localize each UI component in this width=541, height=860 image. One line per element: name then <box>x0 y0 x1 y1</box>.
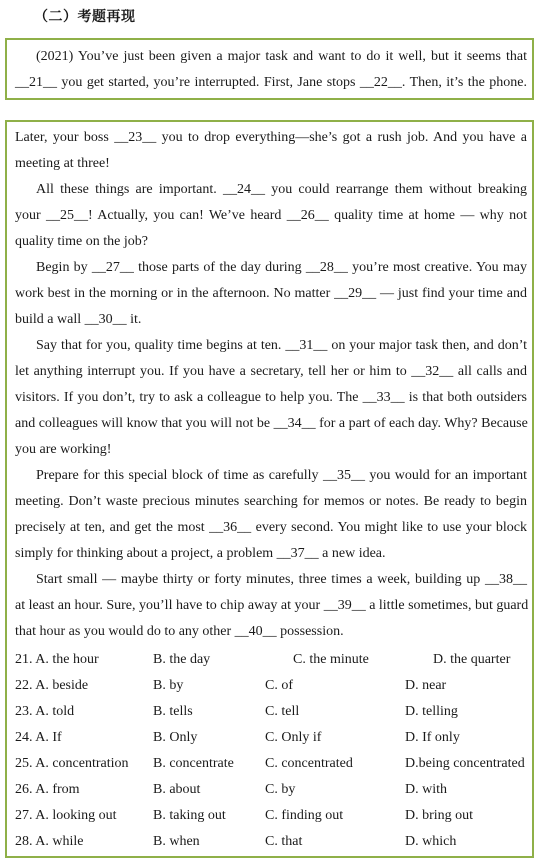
passage-line: precisely at ten, and get the most __36__ every second. You might like to use your block <box>15 520 527 535</box>
passage-line: your __25__! Actually, you can! We’ve heard __26__ quality time at home — why not <box>15 208 527 223</box>
option-24-b[interactable]: B. Only <box>153 730 198 745</box>
option-26-b[interactable]: B. about <box>153 782 201 797</box>
passage-line: Later, your boss __23__ you to drop everything—she’s got a rush job. And you have a <box>15 130 527 145</box>
option-25-b[interactable]: B. concentrate <box>153 756 234 771</box>
option-28-d[interactable]: D. which <box>405 834 457 849</box>
option-23-a[interactable]: 23. A. told <box>15 704 75 719</box>
passage-line: visitors. If you don’t, try to ask a colleague to help you. The __33__ is that both outsiders <box>15 390 527 405</box>
option-23-b[interactable]: B. tells <box>153 704 193 719</box>
option-24-c[interactable]: C. Only if <box>265 730 322 745</box>
option-21-a[interactable]: 21. A. the hour <box>15 652 99 667</box>
passage-line: simply for thinking about a project, a problem __37__ a new idea. <box>15 546 386 561</box>
option-24-d[interactable]: D. If only <box>405 730 460 745</box>
passage-line: that hour as you would do to any other __40__ possession. <box>15 624 344 639</box>
passage-line: (2021) You’ve just been given a major task and want to do it well, but it seems that <box>36 49 527 64</box>
passage-line: at least an hour. Sure, you’ll have to chip away at your __39__ a little sometimes, but guard <box>15 598 529 613</box>
intro-passage-box <box>5 38 534 100</box>
option-27-d[interactable]: D. bring out <box>405 808 474 823</box>
passage-line: let anything interrupt you. If you have a secretary, tell her or him to __32__ all calls and <box>15 364 527 379</box>
option-22-a[interactable]: 22. A. beside <box>15 678 89 693</box>
option-26-c[interactable]: C. by <box>265 782 296 797</box>
option-27-a[interactable]: 27. A. looking out <box>15 808 117 823</box>
passage-line: Start small — maybe thirty or forty minutes, three times a week, building up __38__ <box>36 572 527 587</box>
option-27-b[interactable]: B. taking out <box>153 808 226 823</box>
option-21-b[interactable]: B. the day <box>153 652 211 667</box>
option-25-d[interactable]: D.being concentrated <box>405 756 525 771</box>
passage-line: and colleagues will know that you will not be __34__ for a part of each day. Why? Because <box>15 416 528 431</box>
passage-line: __21__ you get started, you’re interrupted. First, Jane stops __22__. Then, it’s the phone. <box>15 75 527 90</box>
main-passage-box <box>5 120 534 858</box>
option-23-d[interactable]: D. telling <box>405 704 458 719</box>
option-25-c[interactable]: C. concentrated <box>265 756 353 771</box>
option-23-c[interactable]: C. tell <box>265 704 300 719</box>
option-24-a[interactable]: 24. A. If <box>15 730 62 745</box>
option-21-d[interactable]: D. the quarter <box>433 652 511 667</box>
option-22-d[interactable]: D. near <box>405 678 447 693</box>
passage-line: work best in the morning or in the afternoon. No matter __29__ — just find your time and <box>15 286 527 301</box>
option-26-d[interactable]: D. with <box>405 782 447 797</box>
option-26-a[interactable]: 26. A. from <box>15 782 80 797</box>
option-21-c[interactable]: C. the minute <box>293 652 369 667</box>
passage-line: build a wall __30__ it. <box>15 312 142 327</box>
passage-line: you are working! <box>15 442 112 457</box>
passage-line: Say that for you, quality time begins at ten. __31__ on your major task then, and don’t <box>36 338 527 353</box>
option-22-b[interactable]: B. by <box>153 678 184 693</box>
option-28-c[interactable]: C. that <box>265 834 303 849</box>
option-27-c[interactable]: C. finding out <box>265 808 344 823</box>
section-heading: （二）考题再现 <box>34 9 136 25</box>
passage-line: quality time on the job? <box>15 234 148 249</box>
passage-line: Begin by __27__ those parts of the day during __28__ you’re most creative. You may <box>36 260 527 275</box>
option-25-a[interactable]: 25. A. concentration <box>15 756 129 771</box>
option-22-c[interactable]: C. of <box>265 678 293 693</box>
passage-line: meeting at three! <box>15 156 110 171</box>
option-28-a[interactable]: 28. A. while <box>15 834 84 849</box>
passage-line: Prepare for this special block of time as carefully __35__ you would for an important <box>36 468 527 483</box>
option-28-b[interactable]: B. when <box>153 834 200 849</box>
passage-line: All these things are important. __24__ you could rearrange them without breaking <box>36 182 527 197</box>
passage-line: meeting. Don’t waste precious minutes searching for memos or notes. Be ready to begin <box>15 494 527 509</box>
